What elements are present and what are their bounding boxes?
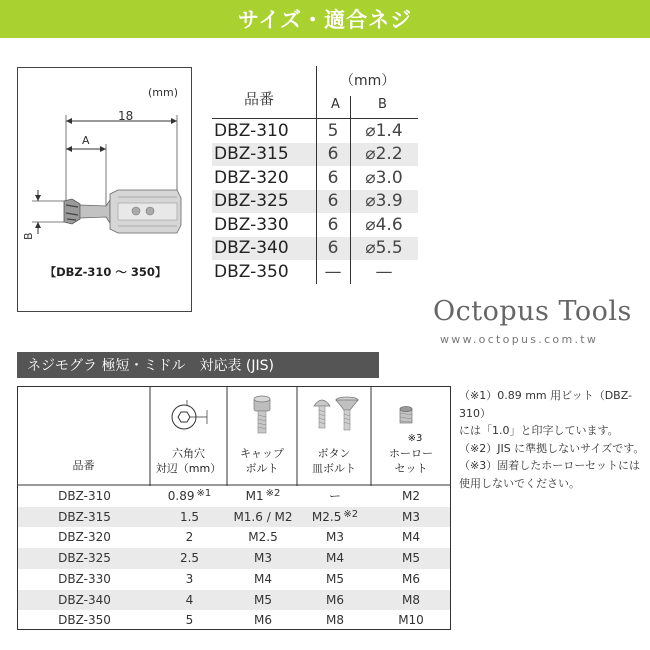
part-number: DBZ-315: [214, 144, 289, 165]
header-setscrew-2: セット: [394, 462, 428, 475]
cap-bolt-size-value: M6: [254, 613, 272, 628]
setscrew-size-value: M6: [402, 571, 420, 586]
table-row: [18, 610, 450, 631]
setscrew-size-value: M10: [398, 613, 424, 628]
part-number: DBZ-340: [214, 238, 289, 259]
cap-bolt-size: [228, 507, 298, 528]
part-number: [18, 486, 151, 507]
hex-size: [151, 527, 228, 548]
hex-size-value: 4: [185, 592, 194, 607]
hex-size-value: 3: [185, 571, 194, 586]
cap-bolt-size: [228, 610, 298, 631]
hex-size-value: 2.5: [179, 551, 200, 566]
note-line: （※1）0.89 mm 用ビット（DBZ-310）: [459, 389, 633, 420]
header-part-number: 品番: [244, 90, 275, 108]
setscrew-size-value: M2: [402, 489, 420, 503]
setscrew-size-value: M3: [402, 509, 420, 524]
brand-url: www.octopus.com.tw: [440, 333, 599, 346]
hex-size: [151, 507, 228, 528]
header-part-number: 品番: [72, 459, 95, 472]
value-b: ⌀3.0: [365, 167, 403, 188]
table-row: [212, 119, 418, 143]
button-bolt-size: [298, 527, 372, 548]
value-a: 6: [327, 167, 339, 188]
setscrew-size: [372, 590, 450, 611]
setscrew-size: [372, 486, 450, 507]
cap-bolt-size-value: M2.5: [248, 530, 278, 545]
part-number-value: DBZ-310: [58, 489, 111, 503]
value-a: 6: [327, 238, 339, 259]
part-number: DBZ-330: [214, 214, 289, 235]
button-bolt-size-value: ー: [328, 489, 341, 503]
setscrew-size: [372, 527, 450, 548]
part-number: [18, 507, 151, 528]
jis-section-title: ネジモグラ 極短・ミドル 対応表 (JIS): [27, 358, 274, 374]
cap-bolt-size: [228, 527, 298, 548]
setscrew-size-value: M5: [402, 551, 420, 566]
button-bolt-size-value: M8: [326, 613, 344, 628]
button-bolt-size-value: M2.5: [311, 509, 342, 524]
table-row: [212, 260, 418, 284]
value-a: 6: [327, 191, 339, 212]
header-setscrew-note: ※3: [407, 433, 423, 444]
footnote-marker: ※2: [343, 508, 359, 520]
cap-bolt-size-value: M3: [254, 551, 272, 566]
button-bolt-size: [298, 507, 372, 528]
part-number: [18, 569, 151, 590]
button-bolt-size-value: M6: [326, 592, 344, 607]
cap-bolt-icon: [254, 396, 270, 433]
header-cap-1: キャップ: [240, 447, 284, 460]
jis-table: [17, 386, 451, 630]
button-bolt-size: [298, 610, 372, 631]
hex-size-value: 5: [185, 613, 194, 628]
cap-bolt-size-value: M5: [254, 592, 272, 607]
part-number-value: DBZ-325: [58, 551, 111, 566]
cap-bolt-size-value: M1.6 / M2: [233, 509, 293, 524]
note-line: 使用しないでください。: [459, 476, 580, 490]
header-hex-1: 六角穴: [172, 447, 205, 460]
part-number: [18, 610, 151, 631]
bit-diagram: [17, 67, 192, 312]
table-row: [212, 213, 418, 237]
button-bolt-size-value: M5: [326, 571, 344, 586]
value-a: 5: [327, 120, 339, 141]
footnotes: [459, 387, 649, 492]
button-bolt-size-value: M4: [326, 551, 344, 566]
diagram-caption: 【DBZ-310 ～ 350】: [44, 265, 167, 279]
part-number-value: DBZ-330: [58, 571, 111, 586]
button-bolt-size-value: M3: [326, 530, 344, 545]
hex-size-value: 2: [185, 530, 194, 545]
value-a: —: [324, 261, 342, 282]
cap-bolt-size-value: M1: [245, 489, 264, 503]
table-row: [212, 143, 418, 167]
part-number: DBZ-350: [214, 261, 289, 282]
dimension-b-label: B: [22, 232, 35, 240]
header-rule: [212, 118, 418, 119]
table-row: [18, 569, 450, 590]
header-b: B: [378, 97, 387, 112]
button-bolt-size: [298, 569, 372, 590]
dimension-a-label: A: [82, 134, 90, 147]
table-row: [18, 590, 450, 611]
header-cap-2: ボルト: [245, 462, 279, 475]
part-number: DBZ-310: [214, 120, 289, 141]
table-row: [212, 237, 418, 261]
hex-size-value: 0.89: [167, 489, 195, 503]
table-row: [212, 190, 418, 214]
part-number-value: DBZ-350: [58, 613, 111, 628]
part-number: [18, 590, 151, 611]
footnote-marker: ※2: [265, 488, 281, 499]
value-b: ⌀4.6: [365, 214, 403, 235]
set-screw-icon: [400, 407, 412, 424]
hex-size-value: 1.5: [179, 509, 200, 524]
setscrew-size: [372, 548, 450, 569]
value-b: —: [375, 261, 393, 282]
footnote-marker: ※1: [196, 488, 212, 499]
table-row: [18, 548, 450, 569]
part-number: [18, 527, 151, 548]
hex-size: [151, 610, 228, 631]
table-row: [18, 507, 450, 528]
cap-bolt-size: [228, 590, 298, 611]
setscrew-size: [372, 507, 450, 528]
part-number: DBZ-320: [214, 167, 289, 188]
button-bolt-icon: [314, 400, 330, 428]
part-number-value: DBZ-340: [58, 592, 111, 607]
part-number-value: DBZ-320: [58, 530, 111, 545]
part-number-value: DBZ-315: [58, 509, 111, 524]
note-line: には「1.0」と印字しています。: [459, 424, 619, 437]
banner-title: サイズ・適合ネジ: [237, 8, 413, 32]
button-bolt-size: [298, 486, 372, 507]
note-line: （※2）JIS に準拠しないサイズです。: [459, 441, 645, 455]
header-unit: （mm）: [340, 73, 396, 89]
value-b: ⌀1.4: [365, 120, 403, 141]
value-a: 6: [327, 144, 339, 165]
hex-size: [151, 486, 228, 507]
section-banner: [0, 0, 650, 38]
setscrew-size-value: M8: [402, 592, 420, 607]
value-b: ⌀5.5: [365, 238, 403, 259]
column-divider: [350, 96, 351, 284]
cap-bolt-size: [228, 548, 298, 569]
button-bolt-size: [298, 548, 372, 569]
note-line: （※3）固着したホーローセットには: [459, 459, 640, 472]
diagram-unit: (mm): [148, 86, 179, 99]
header-button-1: ボタン: [317, 447, 351, 460]
header-a: A: [331, 97, 340, 112]
column-divider: [316, 66, 317, 284]
part-number: [18, 548, 151, 569]
cap-bolt-size: [228, 486, 298, 507]
value-a: 6: [327, 214, 339, 235]
hex-size: [151, 590, 228, 611]
part-number: DBZ-325: [214, 191, 289, 212]
header-setscrew-1: ホーロー: [389, 447, 433, 460]
header-hex-2: 対辺（mm）: [155, 462, 222, 475]
setscrew-size: [372, 569, 450, 590]
button-bolt-size: [298, 590, 372, 611]
hex-size: [151, 569, 228, 590]
table-row: [18, 486, 450, 507]
jis-section-bar: [17, 352, 379, 378]
brand-logo: Octopus Tools: [433, 296, 632, 327]
table-row: [18, 527, 450, 548]
cap-bolt-size: [228, 569, 298, 590]
flat-head-bolt-icon: [336, 397, 358, 430]
header-button-2: 皿ボルト: [312, 462, 356, 475]
setscrew-size-value: M4: [402, 530, 420, 545]
hex-size: [151, 548, 228, 569]
value-b: ⌀3.9: [365, 191, 403, 212]
length-dimension: 18: [118, 109, 134, 123]
value-b: ⌀2.2: [365, 144, 403, 165]
table-row: [212, 166, 418, 190]
hex-socket-icon: [172, 400, 207, 429]
setscrew-size: [372, 610, 450, 631]
cap-bolt-size-value: M4: [254, 571, 272, 586]
